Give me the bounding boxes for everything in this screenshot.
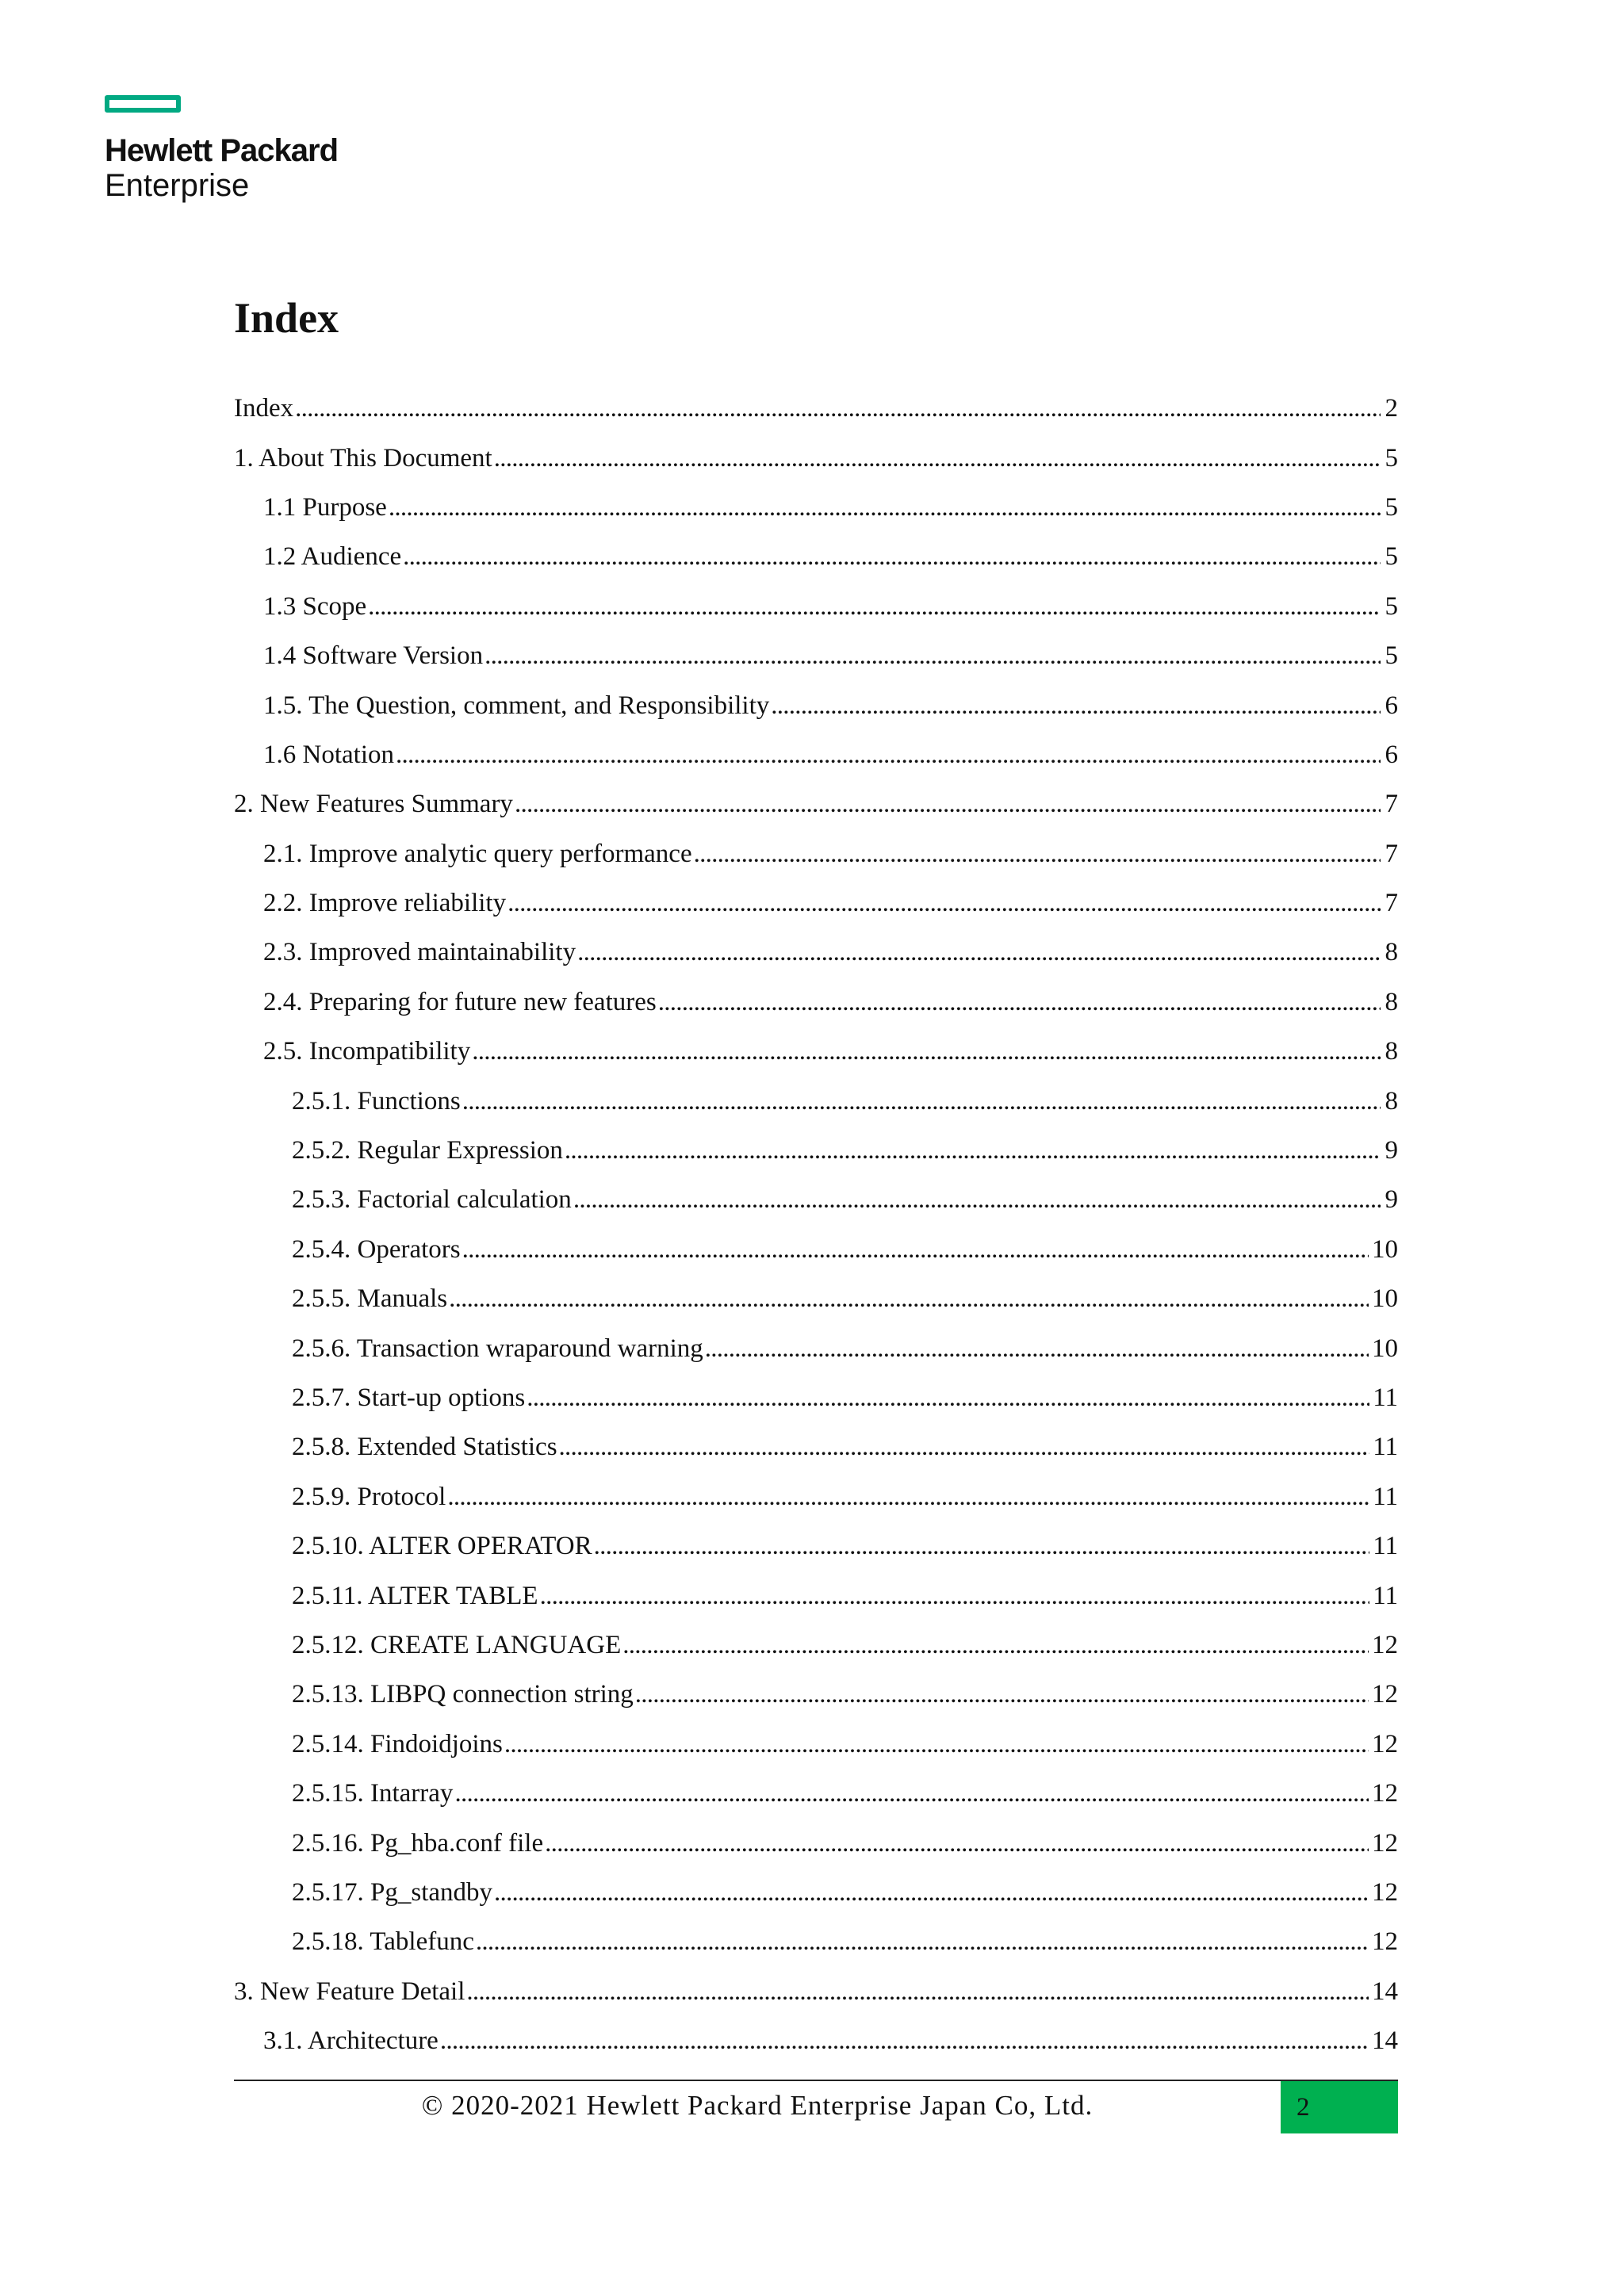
toc-entry-label: 1. About This Document [234,443,492,473]
toc-dot-leader [447,1481,1369,1513]
toc-entry-label: 3.1. Architecture [263,2026,439,2056]
toc-entry[interactable] [234,1967,1398,2016]
toc-dot-leader [466,1976,1369,2007]
toc-entry[interactable] [234,878,1398,928]
toc-dot-leader [396,739,1381,771]
toc-dot-leader [527,1382,1369,1414]
toc-dot-leader [508,887,1381,919]
toc-entry-label: 1.1 Purpose [263,492,387,522]
toc-entry-label: 3. New Feature Detail [234,1976,465,2006]
toc-entry-label: 2.5.6. Transaction wraparound warning [292,1334,703,1363]
toc-dot-leader [368,591,1381,622]
toc-entry-label: 2.5.11. ALTER TABLE [292,1581,538,1610]
toc-entry[interactable] [234,384,1398,433]
toc-entry[interactable] [234,433,1398,482]
hpe-logo-bar-icon [105,95,181,113]
toc-entry-page: 11 [1373,1482,1398,1511]
toc-entry[interactable] [234,631,1398,680]
toc-entry[interactable] [234,1621,1398,1670]
toc-dot-leader [494,442,1381,474]
toc-dot-leader [485,640,1381,672]
toc-dot-leader [462,1085,1381,1117]
toc-entry-label: 2.5.15. Intarray [292,1779,454,1808]
toc-entry-page: 11 [1373,1383,1398,1412]
toc-entry[interactable] [234,928,1398,977]
toc-entry-label: 2.5.8. Extended Statistics [292,1433,557,1462]
toc-dot-leader [454,1777,1369,1809]
toc-entry-label: 2.5.16. Pg_hba.conf file [292,1828,544,1858]
toc-entry[interactable] [234,1225,1398,1274]
toc-dot-leader [565,1135,1381,1166]
toc-entry-label: 2.5. Incompatibility [263,1037,471,1066]
toc-entry-page: 9 [1385,1185,1398,1215]
toc-entry[interactable] [234,483,1398,532]
page-number: 2 [1297,2092,1310,2122]
toc-entry-page: 5 [1385,492,1398,522]
toc-dot-leader [515,788,1381,820]
toc-entry-label: 2.5.4. Operators [292,1234,461,1264]
toc-entry-label: 2.3. Improved maintainability [263,938,576,967]
toc-dot-leader [658,986,1381,1018]
toc-entry[interactable] [234,1521,1398,1571]
toc-dot-leader [622,1629,1369,1661]
footer-copyright: © 2020-2021 Hewlett Packard Enterprise Japan Co, Ltd. [421,2090,1094,2121]
toc-entry[interactable] [234,582,1398,631]
toc-dot-leader [295,392,1381,424]
page-number-badge [1281,2081,1398,2133]
toc-dot-leader [594,1530,1370,1562]
table-of-contents [234,384,1398,2065]
logo-brand-line2: Enterprise [105,168,250,203]
hpe-logo [105,95,338,203]
toc-entry[interactable] [234,1917,1398,1966]
toc-entry-page: 10 [1372,1334,1398,1363]
toc-entry[interactable] [234,1571,1398,1620]
toc-entry-label: 1.6 Notation [263,740,394,769]
toc-entry-page: 8 [1385,938,1398,967]
toc-entry-page: 8 [1385,987,1398,1016]
toc-entry-page: 10 [1372,1284,1398,1314]
toc-entry-page: 7 [1385,889,1398,918]
toc-entry-label: 2.5.18. Tablefunc [292,1927,474,1957]
toc-entry[interactable] [234,2016,1398,2065]
toc-entry-page: 11 [1373,1433,1398,1462]
toc-entry-page: 11 [1373,1581,1398,1610]
toc-entry[interactable] [234,1868,1398,1917]
toc-dot-leader [573,1184,1381,1215]
toc-dot-leader [545,1827,1369,1859]
toc-dot-leader [771,690,1381,721]
toc-entry[interactable] [234,1027,1398,1076]
toc-entry[interactable] [234,680,1398,729]
toc-entry-label: 2.5.9. Protocol [292,1482,446,1511]
toc-entry[interactable] [234,1175,1398,1224]
toc-entry-page: 5 [1385,591,1398,621]
toc-entry-page: 12 [1372,1828,1398,1858]
toc-entry-label: 2.5.7. Start-up options [292,1383,526,1412]
toc-entry-label: 1.3 Scope [263,591,367,621]
toc-dot-leader [440,2025,1369,2057]
toc-entry[interactable] [234,1769,1398,1818]
toc-entry-page: 7 [1385,790,1398,819]
toc-dot-leader [540,1580,1370,1612]
toc-dot-leader [494,1877,1369,1908]
toc-entry-label: 2.5.12. CREATE LANGUAGE [292,1630,622,1659]
toc-entry-page: 14 [1372,1976,1398,2006]
toc-dot-leader [577,936,1381,968]
toc-entry-page: 5 [1385,641,1398,671]
footer-divider [234,2080,1398,2081]
toc-entry-page: 6 [1385,740,1398,769]
toc-dot-leader [389,492,1381,523]
toc-entry-page: 5 [1385,542,1398,572]
toc-entry-page: 5 [1385,443,1398,473]
toc-entry-page: 6 [1385,691,1398,720]
toc-entry-page: 11 [1373,1532,1398,1561]
toc-entry[interactable] [234,1126,1398,1175]
toc-entry-label: 2.2. Improve reliability [263,889,507,918]
toc-entry-page: 14 [1372,2026,1398,2056]
toc-entry-page: 12 [1372,1927,1398,1957]
toc-entry-label: 2.5.3. Factorial calculation [292,1185,572,1215]
toc-dot-leader [705,1333,1369,1364]
toc-entry[interactable] [234,1472,1398,1521]
toc-entry[interactable] [234,1670,1398,1719]
toc-dot-leader [476,1926,1369,1957]
toc-dot-leader [449,1283,1369,1314]
toc-entry-page: 12 [1372,1680,1398,1709]
toc-dot-leader [472,1035,1381,1067]
toc-entry-page: 10 [1372,1234,1398,1264]
toc-entry[interactable] [234,1422,1398,1471]
toc-entry-label: 2.5.2. Regular Expression [292,1136,563,1165]
toc-entry-page: 2 [1385,394,1398,423]
toc-entry-label: 2.5.5. Manuals [292,1284,448,1314]
toc-entry-page: 8 [1385,1037,1398,1066]
toc-dot-leader [694,838,1381,870]
toc-entry-label: 2.4. Preparing for future new features [263,987,657,1016]
toc-entry[interactable] [234,730,1398,779]
toc-entry-label: 2.5.13. LIBPQ connection string [292,1680,634,1709]
toc-entry[interactable] [234,1373,1398,1422]
toc-entry[interactable] [234,779,1398,828]
toc-entry-label: 1.4 Software Version [263,641,484,671]
toc-entry[interactable] [234,1818,1398,1867]
toc-entry-label: 2.5.14. Findoidjoins [292,1729,503,1758]
toc-entry[interactable] [234,1274,1398,1323]
toc-entry-label: 1.5. The Question, comment, and Responsibility [263,691,770,720]
toc-entry[interactable] [234,532,1398,581]
toc-entry[interactable] [234,1076,1398,1125]
toc-entry-label: 2.1. Improve analytic query performance [263,839,692,868]
toc-entry-page: 12 [1372,1729,1398,1758]
toc-entry-label: 2.5.1. Functions [292,1086,461,1115]
toc-entry-label: 2.5.17. Pg_standby [292,1877,493,1907]
toc-dot-leader [462,1234,1369,1265]
toc-entry-label: 2.5.10. ALTER OPERATOR [292,1532,592,1561]
toc-entry-page: 7 [1385,839,1398,868]
toc-entry[interactable] [234,1720,1398,1769]
toc-entry-page: 12 [1372,1630,1398,1659]
toc-entry-page: 9 [1385,1136,1398,1165]
logo-brand-line1: Hewlett Packard [105,133,339,168]
toc-entry-label: Index [234,394,294,423]
toc-dot-leader [635,1678,1369,1710]
toc-entry-page: 12 [1372,1877,1398,1907]
toc-entry-label: 2. New Features Summary [234,790,513,819]
toc-entry-page: 12 [1372,1779,1398,1808]
toc-entry[interactable] [234,978,1398,1027]
toc-entry-page: 8 [1385,1086,1398,1115]
toc-entry[interactable] [234,1323,1398,1372]
toc-entry[interactable] [234,829,1398,878]
page-title: Index [234,294,339,342]
toc-dot-leader [559,1431,1370,1463]
toc-entry-label: 1.2 Audience [263,542,402,572]
toc-dot-leader [403,541,1381,572]
toc-dot-leader [504,1728,1369,1760]
